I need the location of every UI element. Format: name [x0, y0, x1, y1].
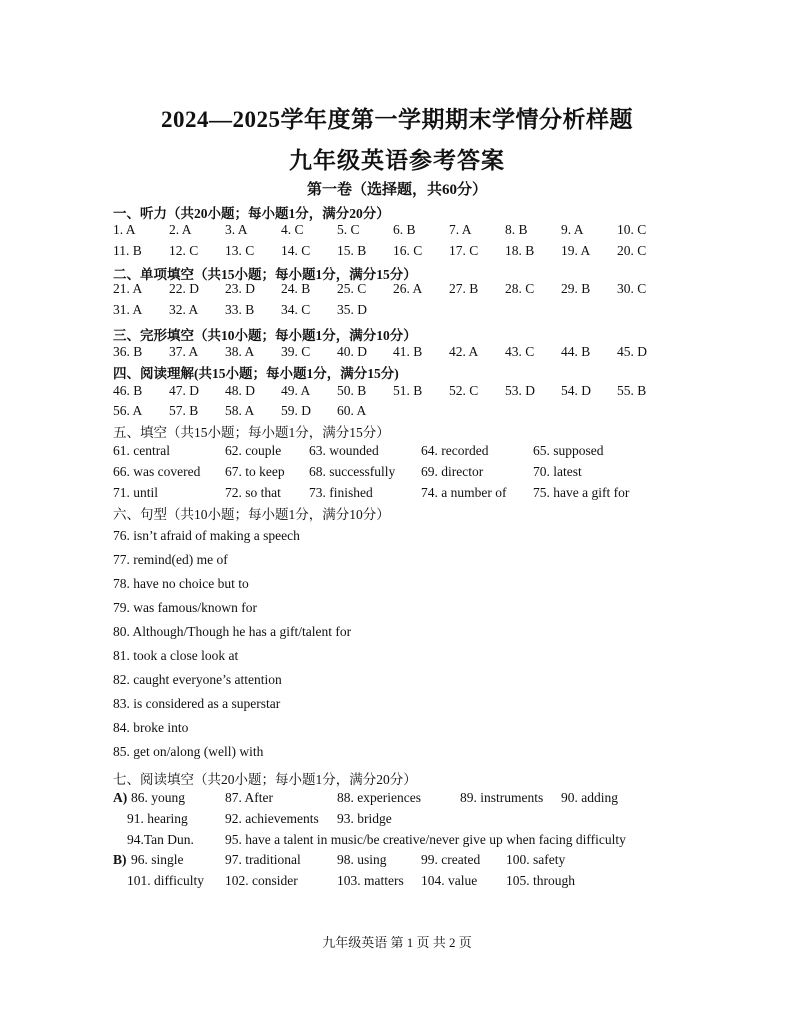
fill-answer: 70. latest [533, 464, 582, 479]
answer-cell: 52. C [449, 383, 479, 398]
answer-row [0, 302, 794, 320]
answer-cell: 40. D [337, 344, 367, 359]
answer-row [0, 222, 794, 240]
sentence-answer: 79. was famous/known for [113, 600, 257, 615]
answer-cell: 6. B [393, 222, 416, 237]
fill-answer: 68. successfully [309, 464, 396, 479]
part-title: 第一卷（选择题，共60分） [306, 182, 487, 198]
reading-fill-answer: 102. consider [225, 873, 298, 888]
reading-fill-answer: 92. achievements [225, 811, 319, 826]
page-subtitle: 九年级英语参考答案 [289, 148, 505, 173]
section-heading-listening: 一、听力（共20小题；每小题1分，满分20分） [113, 206, 390, 221]
answer-cell: 33. B [225, 302, 255, 317]
part-b-label: B) [113, 852, 127, 867]
section-heading-cloze: 三、完形填空（共10小题；每小题1分，满分10分） [113, 328, 417, 343]
sentence-answer: 83. is considered as a superstar [113, 696, 281, 711]
sentence-answer: 81. took a close look at [113, 648, 239, 663]
reading-fill-answer: 93. bridge [337, 811, 392, 826]
answer-cell: 41. B [393, 344, 423, 359]
answer-cell: 26. A [393, 281, 423, 296]
reading-fill-answer: 95. have a talent in music/be creative/never give up when facing difficulty [225, 832, 626, 847]
fill-answer: 61. central [113, 443, 170, 458]
reading-fill-answer: 87. After [225, 790, 273, 805]
section-heading-fill-in: 五、填空（共15小题；每小题1分，满分15分） [113, 425, 390, 440]
answer-cell: 38. A [225, 344, 255, 359]
answer-cell: 30. C [617, 281, 647, 296]
answer-cell: 48. D [225, 383, 255, 398]
sentence-answer: 82. caught everyone’s attention [113, 672, 282, 687]
answer-cell: 27. B [449, 281, 479, 296]
reading-fill-answer: 90. adding [561, 790, 618, 805]
fill-answer: 64. recorded [421, 443, 489, 458]
sentence-answer: 85. get on/along (well) with [113, 744, 264, 759]
answer-cell: 51. B [393, 383, 423, 398]
fill-row [0, 464, 794, 482]
answer-cell: 12. C [169, 243, 199, 258]
reading-fill-answer: 104. value [421, 873, 478, 888]
answer-cell: 58. A [225, 403, 255, 418]
answer-cell: 55. B [617, 383, 647, 398]
reading-fill-answer: 88. experiences [337, 790, 421, 805]
answer-cell: 7. A [449, 222, 472, 237]
answer-cell: 11. B [113, 243, 142, 258]
answer-cell: 57. B [169, 403, 199, 418]
answer-cell: 21. A [113, 281, 143, 296]
fill-answer: 72. so that [225, 485, 281, 500]
answer-cell: 31. A [113, 302, 143, 317]
answer-row [0, 383, 794, 401]
answer-cell: 28. C [505, 281, 535, 296]
answer-cell: 49. A [281, 383, 311, 398]
answer-cell: 5. C [337, 222, 360, 237]
reading-fill-answer: 100. safety [506, 852, 566, 867]
fill-answer: 71. until [113, 485, 159, 500]
reading-fill-answer: 105. through [506, 873, 575, 888]
reading-fill-answer: 94.Tan Dun. [127, 832, 194, 847]
sentence-answer: 80. Although/Though he has a gift/talent for [113, 624, 352, 639]
answer-cell: 15. B [337, 243, 367, 258]
sentence-answer: 84. broke into [113, 720, 189, 735]
fill-row [0, 485, 794, 503]
answer-cell: 35. D [337, 302, 367, 317]
answer-cell: 9. A [561, 222, 584, 237]
answer-cell: 16. C [393, 243, 423, 258]
page-title: 2024—2025学年度第一学期期末学情分析样题 [161, 107, 633, 132]
answer-cell: 10. C [617, 222, 647, 237]
answer-cell: 22. D [169, 281, 199, 296]
fill-answer: 65. supposed [533, 443, 604, 458]
part-a-label: A) [113, 790, 128, 805]
fill-answer: 69. director [421, 464, 484, 479]
reading-fill-answer: 89. instruments [460, 790, 544, 805]
answer-cell: 14. C [281, 243, 311, 258]
answer-row [0, 344, 794, 362]
answer-cell: 56. A [113, 403, 143, 418]
reading-fill-answer: 91. hearing [127, 811, 188, 826]
reading-fill-answer: 101. difficulty [127, 873, 204, 888]
reading-fill-answer: 99. created [421, 852, 481, 867]
answer-cell: 23. D [225, 281, 255, 296]
answer-cell: 4. C [281, 222, 304, 237]
answer-cell: 43. C [505, 344, 535, 359]
section-heading-reading: 四、阅读理解(共15小题；每小题1分，满分15分) [113, 366, 399, 381]
answer-cell: 50. B [337, 383, 367, 398]
answer-cell: 32. A [169, 302, 199, 317]
answer-cell: 25. C [337, 281, 367, 296]
sentence-answer: 77. remind(ed) me of [113, 552, 228, 567]
answer-cell: 19. A [561, 243, 591, 258]
answer-cell: 18. B [505, 243, 535, 258]
sentence-answer: 76. isn’t afraid of making a speech [113, 528, 300, 543]
answer-cell: 3. A [225, 222, 248, 237]
answer-row [0, 403, 794, 421]
answer-cell: 24. B [281, 281, 311, 296]
reading-fill-answer: 86. young [131, 790, 185, 805]
answer-cell: 42. A [449, 344, 479, 359]
section-heading-reading-fill: 七、阅读填空（共20小题；每小题1分，满分20分） [113, 772, 417, 787]
answer-row [0, 243, 794, 261]
answer-cell: 13. C [225, 243, 255, 258]
fill-answer: 67. to keep [225, 464, 285, 479]
answer-row [0, 281, 794, 299]
sentence-answer: 78. have no choice but to [113, 576, 249, 591]
answer-cell: 47. D [169, 383, 199, 398]
answer-cell: 37. A [169, 344, 199, 359]
answer-cell: 17. C [449, 243, 479, 258]
answer-cell: 34. C [281, 302, 311, 317]
answer-cell: 59. D [281, 403, 311, 418]
answer-cell: 45. D [617, 344, 647, 359]
section-heading-single-choice: 二、单项填空（共15小题；每小题1分，满分15分） [113, 267, 417, 282]
answer-cell: 54. D [561, 383, 591, 398]
fill-answer: 74. a number of [421, 485, 507, 500]
fill-answer: 63. wounded [309, 443, 379, 458]
fill-row [0, 443, 794, 461]
page-footer: 九年级英语 第 1 页 共 2 页 [322, 935, 472, 950]
answer-cell: 1. A [113, 222, 136, 237]
answer-cell: 46. B [113, 383, 143, 398]
reading-fill-answer: 96. single [131, 852, 184, 867]
section-heading-sentence: 六、句型（共10小题；每小题1分，满分10分） [113, 507, 390, 522]
answer-cell: 60. A [337, 403, 367, 418]
answer-cell: 53. D [505, 383, 535, 398]
reading-fill-answer: 97. traditional [225, 852, 301, 867]
fill-answer: 75. have a gift for [533, 485, 630, 500]
answer-cell: 29. B [561, 281, 591, 296]
answer-cell: 39. C [281, 344, 311, 359]
answer-cell: 8. B [505, 222, 528, 237]
answer-cell: 44. B [561, 344, 591, 359]
fill-answer: 73. finished [309, 485, 373, 500]
answer-cell: 36. B [113, 344, 143, 359]
reading-fill-answer: 103. matters [337, 873, 404, 888]
answer-cell: 20. C [617, 243, 647, 258]
fill-answer: 66. was covered [113, 464, 201, 479]
answer-cell: 2. A [169, 222, 192, 237]
fill-answer: 62. couple [225, 443, 282, 458]
reading-fill-answer: 98. using [337, 852, 387, 867]
